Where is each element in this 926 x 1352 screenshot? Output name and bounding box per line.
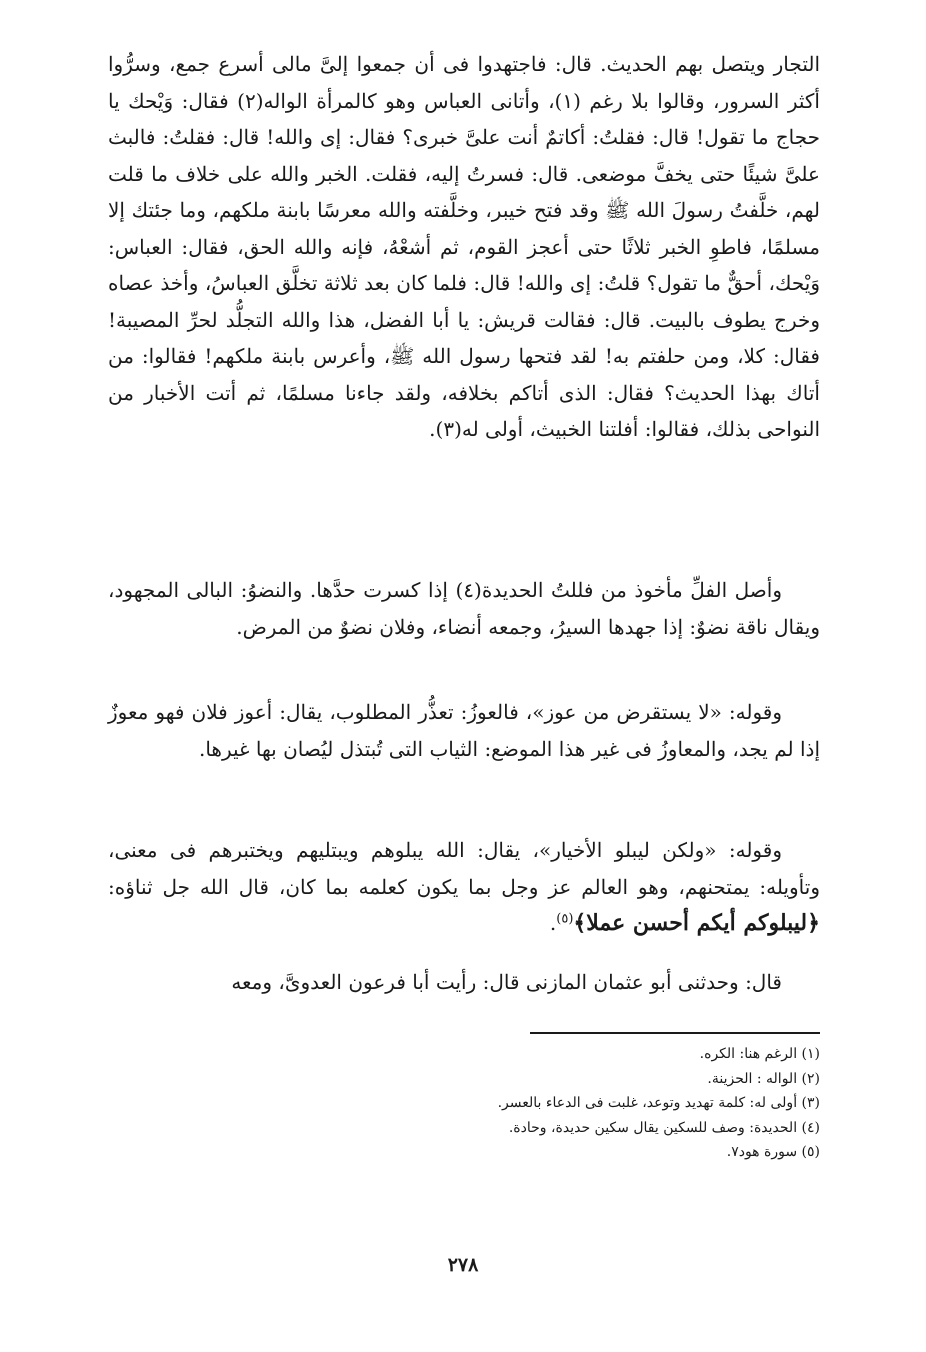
paragraph-4-end: . <box>549 911 557 935</box>
paragraph-3 <box>108 694 820 767</box>
paragraph-4 <box>108 832 820 942</box>
paragraph-1-text: التجار ويتصل بهم الحديث. قال: فاجتهدوا فى أن جمعوا إلىَّ مالى أسرع جمع، وسرُّوا أكثر السرور، وقالوا بلا رغم (١)، وأتانى العباس وهو كالمرأة الواله(٢) فقال: وَيْحك يا حجاج ما تقول! قال: فقلتُ: أكاتمٌ أنت علىَّ خبرى؟ فقال: إى والله! قال: فقلتُ: فالبث علىَّ شيئًا حتى يخفَّ موضعى. قال: فسرتُ إليه، فقلت. الخبر والله على خلاف ما قلت لهم، خلَّفتُ رسولَ الله ﷺ وقد فتح خيبر، وخلَّفته والله معرسًا بابنة ملكهم، وما جئتك إلا مسلمًا، فاطوِ الخبر ثلاثًا حتى أعجز القوم، ثم أشعْهُ، فإنه والله الحق، فقال: العباس: وَيْحك، أحقٌّ ما تقول؟ قلتُ: إى والله! قال: فلما كان بعد ثلاثة تخلَّق العباسُ، وأخذ عصاه وخرج يطوف بالبيت. قال: فقالت قريش: يا أبا الفضل، هذا والله التجلُّد لحرِّ المصيبة! فقال: كلا، ومن حلفتم به! لقد فتحها رسول الله ﷺ، وأعرس بابنة ملكهم! فقالوا: من أتاك بهذا الحديث؟ فقال: الذى أتاكم بخلافه، ولقد جاءنا مسلمًا، ثم أتت الأخبار من النواحى بذلك، فقالوا: أفلتنا الخبيث، أولى له(٣). <box>108 52 821 441</box>
paragraph-2-text: وأصل الفلِّ مأخوذ من فللتُ الحديدة(٤) إذا كسرت حدَّها. والنضوُ: البالى المجهود، ويقال ناقة نضوٌ: إذا جهدها السيرُ، وجمعه أنضاء، وفلان نضوٌ من المرض. <box>108 578 820 639</box>
footnote-ref-5: (٥) <box>556 911 574 927</box>
paragraph-5 <box>108 964 820 1001</box>
footnotes-list <box>260 1042 820 1165</box>
paragraph-5-text: قال: وحدثنى أبو عثمان المازنى قال: رأيت أبا فرعون العدوىَّ، ومعه <box>231 970 782 994</box>
paragraph-1 <box>108 46 820 448</box>
quran-verse: ﴿ليبلوكم أيكم أحسن عملا﴾ <box>573 910 820 936</box>
paragraph-4-line <box>108 832 820 942</box>
paragraph-4-text: وقوله: «ولكن ليبلو الأخيار»، يقال: الله يبلوهم ويبتليهم ويختبرهم فى معنى، وتأويله: يمتحنهم، وهو العالم عز وجل بما يكون كعلمه بما كان، قال الله جل ثناؤه: <box>108 838 820 899</box>
page-number: ٢٧٨ <box>447 1254 479 1276</box>
footnote-item: (٢) الواله : الحزينة. <box>707 1070 820 1087</box>
footnote-item: (١) الرغم هنا: الكره. <box>699 1046 820 1062</box>
footnote-item: (٤) الحديدة: وصف للسكين يقال سكين حديدة، وحادة. <box>508 1119 820 1136</box>
footnote-item: (٣) أولى له: كلمة تهديد وتوعد، غلبت فى الدعاء بالعسر. <box>497 1095 820 1111</box>
footnote-item: (٥) سورة هود٧. <box>726 1144 820 1160</box>
paragraph-2 <box>108 572 820 645</box>
footnote-divider <box>530 1032 820 1034</box>
paragraph-3-text: وقوله: «لا يستقرض من عوز»، فالعوزُ: تعذُّر المطلوب، يقال: أعوز فلان فهو معوزٌ إذا لم يجد، والمعاوزُ فى غير هذا الموضع: الثياب التى تُبتذل ليُصان بها غيرها. <box>108 700 820 761</box>
